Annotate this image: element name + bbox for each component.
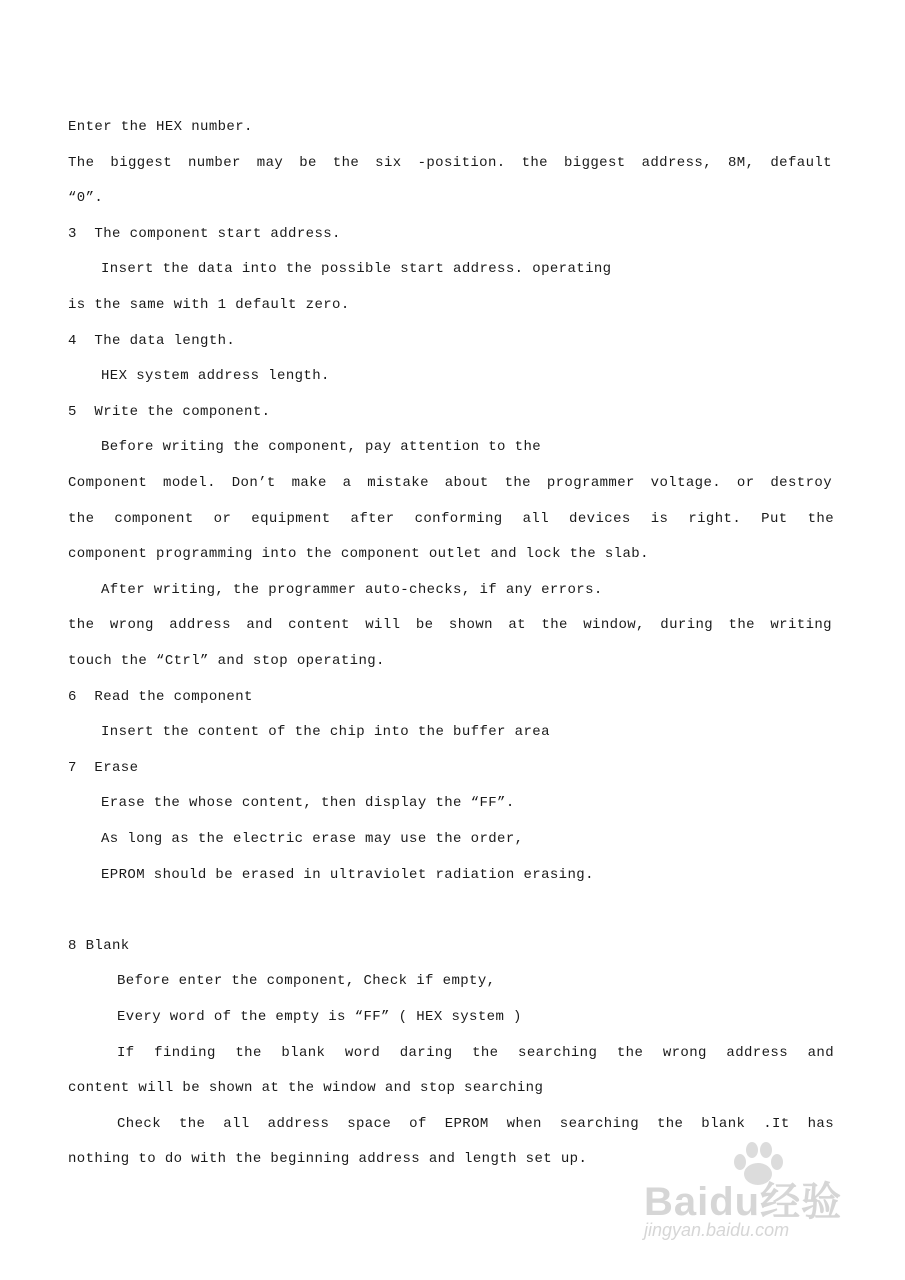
text-line: the component or equipment after conforming all devices is right. Put the <box>68 511 834 527</box>
text-line: 8 Blank <box>68 938 130 954</box>
text-line: Before writing the component, pay attention to the <box>101 439 542 455</box>
text-line: content will be shown at the window and stop searching <box>68 1080 544 1096</box>
text-line: The biggest number may be the six -position. the biggest address, 8M, default <box>68 155 832 171</box>
text-line: HEX system address length. <box>101 368 330 384</box>
text-line: EPROM should be erased in ultraviolet radiation erasing. <box>101 867 594 883</box>
text-line: Before enter the component, Check if empty, <box>117 973 496 989</box>
text-line: 7 Erase <box>68 760 139 776</box>
text-line: Component model. Don’t make a mistake about the programmer voltage. or destroy <box>68 475 832 491</box>
baidu-watermark <box>640 1140 860 1250</box>
text-line: After writing, the programmer auto-checks, if any errors. <box>101 582 603 598</box>
text-line: Every word of the empty is “FF” ( HEX system ) <box>117 1009 522 1025</box>
watermark-brand: Baidu经验 <box>644 1180 843 1224</box>
text-line: component programming into the component outlet and lock the slab. <box>68 546 649 562</box>
text-line: Erase the whose content, then display the “FF”. <box>101 795 515 811</box>
watermark-url: jingyan.baidu.com <box>644 1220 790 1240</box>
text-line: 6 Read the component <box>68 689 253 705</box>
text-line: Insert the data into the possible start address. operating <box>101 261 612 277</box>
text-line: Enter the HEX number. <box>68 119 253 135</box>
text-line: touch the “Ctrl” and stop operating. <box>68 653 385 669</box>
text-line: is the same with 1 default zero. <box>68 297 350 313</box>
text-line: As long as the electric erase may use the order, <box>101 831 524 847</box>
text-line: nothing to do with the beginning address and length set up. <box>68 1151 588 1167</box>
text-line: “0”. <box>68 190 104 206</box>
text-line: If finding the blank word daring the searching the wrong address and <box>117 1045 834 1061</box>
text-line: Check the all address space of EPROM when searching the blank .It has <box>117 1116 834 1132</box>
text-line: 5 Write the component. <box>68 404 271 420</box>
text-line: Insert the content of the chip into the buffer area <box>101 724 550 740</box>
text-line: 4 The data length. <box>68 333 236 349</box>
text-line: the wrong address and content will be shown at the window, during the writing <box>68 617 832 633</box>
text-line: 3 The component start address. <box>68 226 341 242</box>
